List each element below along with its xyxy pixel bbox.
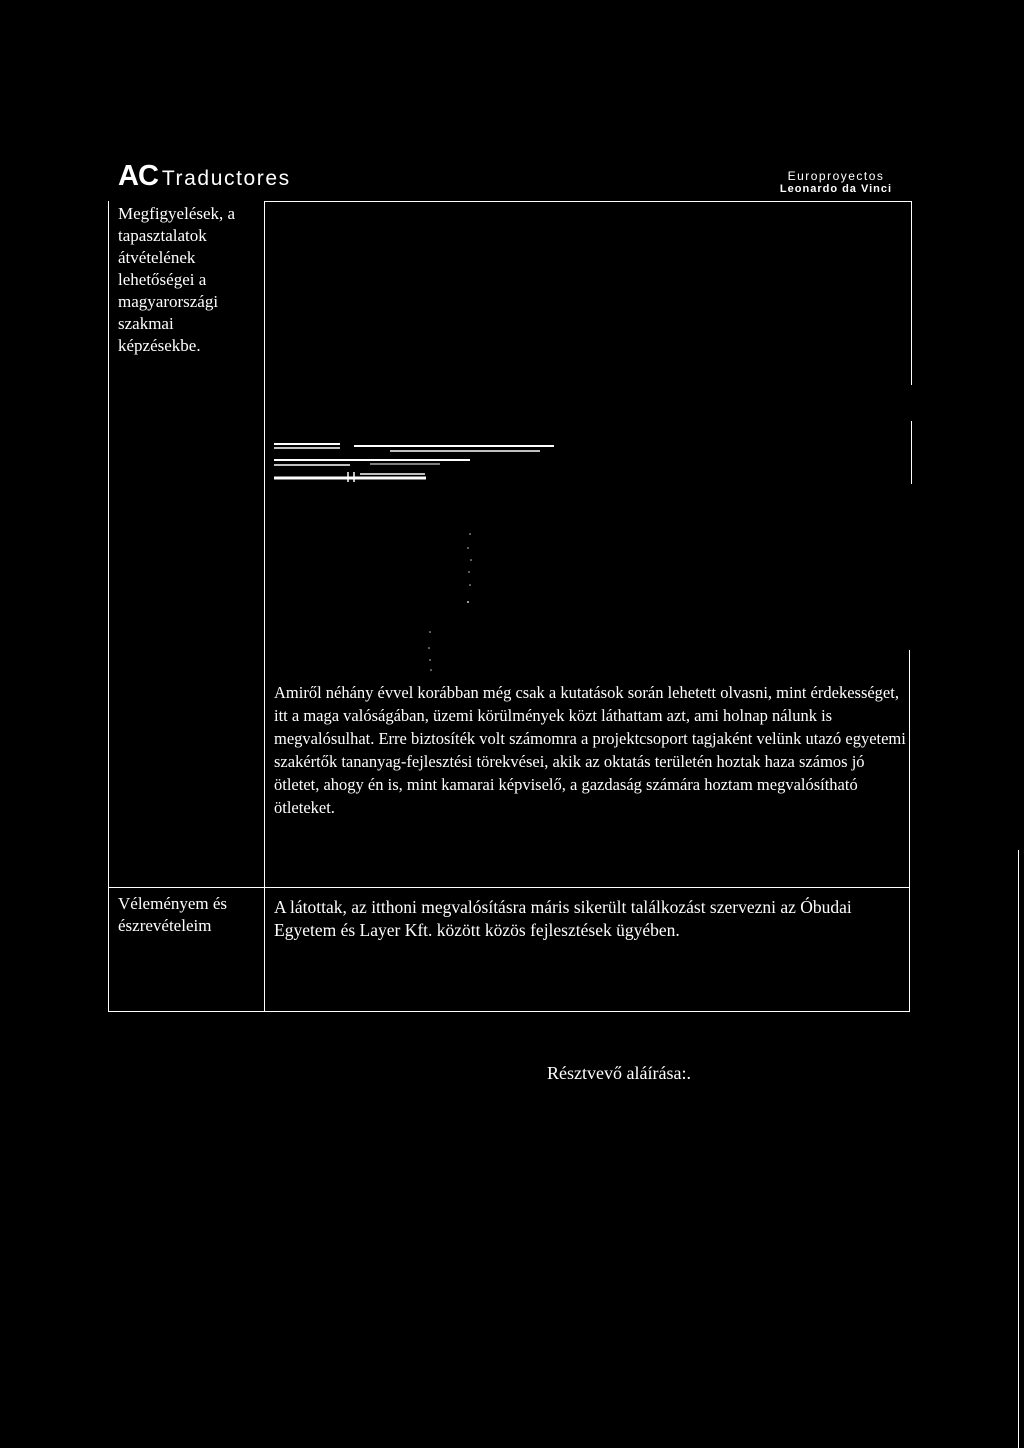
column-divider (264, 201, 265, 1012)
faint-specks-2 (420, 630, 440, 680)
participant-signature-label: Résztvevő aláírása:. (547, 1063, 691, 1083)
europroyectos-logo (766, 170, 906, 196)
logo-name: Traductores (161, 167, 291, 190)
table-bottom-border (108, 1011, 910, 1012)
page-edge-mark (1018, 850, 1019, 1448)
table-left-border (108, 201, 109, 1012)
row2-label: Véleményem és észrevételeim (118, 894, 228, 935)
right-border-segment-1 (911, 201, 912, 385)
faint-specks-1 (460, 530, 480, 610)
leonardo-da-vinci-subtitle: Leonardo da Vinci (779, 183, 893, 195)
row1-label: Megfigyelések, a tapasztalatok átvételének lehetőségei a magyarországi szakmai képzésekbe. (118, 204, 236, 355)
header-rule (264, 201, 912, 202)
row-divider (108, 887, 910, 888)
row2-content: A látottak, az itthoni megvalósításra máris sikerült találkozást szervezni az Óbudai Egyetem és Layer Kft. között közös fejlesztések ügyében. (274, 897, 852, 940)
europroyectos-title: Europroyectos (787, 169, 885, 183)
logo-ac-mark: AC (118, 160, 158, 192)
right-border-segment-2 (911, 421, 912, 484)
redacted-scribble-graphic (270, 438, 570, 498)
ac-traductores-logo (118, 160, 291, 193)
row1-content: Amiről néhány évvel korábban még csak a kutatások során lehetett olvasni, mint érdekességet, itt a maga valóságában, üzemi körülmények közt láthattam azt, ami holnap nálunk is megvalósulhat. Erre biztosíték volt számomra a projektcsoport tagjaként velünk utazó egyetemi szakértők tananyag-fejlesztési törekvései, akik az oktatás területén hoztak haza számos jó ötletet, ahogy én is, mint kamarai képviselő, a gazdaság számára hoztam megvalósítható ötleteket. (274, 683, 906, 817)
